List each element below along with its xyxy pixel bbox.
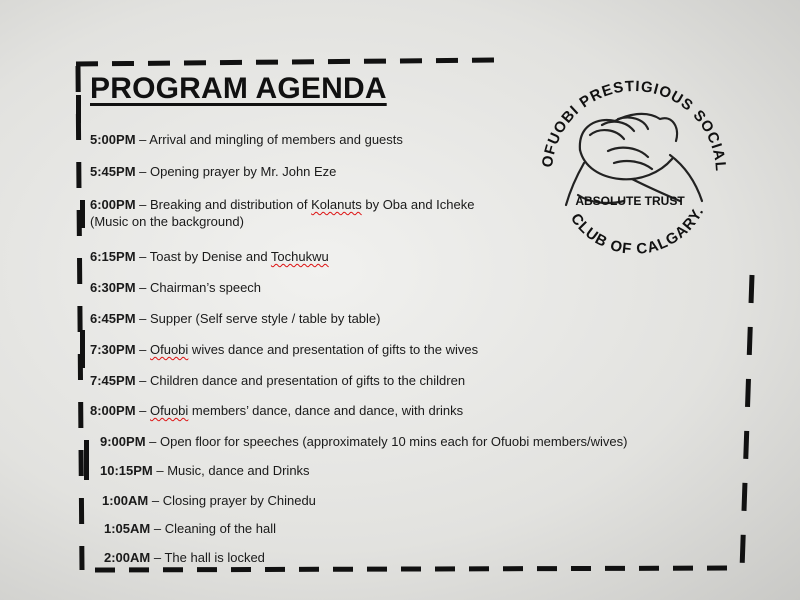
agenda-item bbox=[104, 520, 744, 537]
agenda-time: 7:45PM bbox=[90, 373, 136, 388]
agenda-text: wives dance and presentation of gifts to the wives bbox=[188, 342, 479, 357]
agenda-item bbox=[90, 248, 730, 265]
agenda-time: 8:00PM bbox=[90, 403, 136, 418]
agenda-text: – Closing prayer by Chinedu bbox=[148, 493, 316, 508]
agenda-item bbox=[100, 462, 740, 479]
agenda-text-line2: (Music on the background) bbox=[90, 214, 244, 229]
agenda-text: – Cleaning of the hall bbox=[150, 521, 277, 536]
agenda-item bbox=[90, 279, 730, 296]
agenda-time: 6:15PM bbox=[90, 249, 136, 264]
agenda-time: 6:30PM bbox=[90, 280, 136, 295]
agenda-text: members’ dance, dance and dance, with drinks bbox=[188, 403, 464, 418]
agenda-spellflag-word: Ofuobi bbox=[150, 403, 189, 418]
agenda-item bbox=[90, 310, 730, 327]
agenda-time: 7:30PM bbox=[90, 342, 136, 357]
agenda-text: – Breaking and distribution of bbox=[135, 197, 312, 212]
agenda-text: by Oba and Icheke bbox=[361, 197, 475, 212]
agenda-item bbox=[90, 372, 730, 389]
agenda-item bbox=[90, 402, 730, 419]
agenda-item bbox=[90, 341, 730, 358]
agenda-text: – Toast by Denise and bbox=[135, 249, 271, 264]
agenda-text: – Music, dance and Drinks bbox=[152, 463, 310, 478]
agenda-time: 6:00PM bbox=[90, 197, 136, 212]
agenda-text: – The hall is locked bbox=[150, 550, 265, 565]
agenda-time: 1:05AM bbox=[104, 521, 151, 536]
logo-arc-top: OFUOBI PRESTIGIOUS SOCIAL bbox=[539, 77, 730, 173]
agenda-spellflag-word: Tochukwu bbox=[270, 249, 329, 264]
agenda-item bbox=[90, 163, 730, 180]
agenda-spellflag-word: Ofuobi bbox=[150, 342, 189, 357]
agenda-time: 1:00AM bbox=[102, 493, 149, 508]
page-title: PROGRAM AGENDA bbox=[90, 72, 387, 105]
logo-motto: ABSOLUTE TRUST bbox=[575, 194, 685, 208]
agenda-text: – Open floor for speeches (approximately 10 mins each for Ofuobi members/wives) bbox=[145, 434, 628, 449]
agenda-item bbox=[102, 492, 742, 509]
logo-arc-bottom: CLUB OF CALGARY. bbox=[567, 203, 708, 258]
agenda-time: 5:45PM bbox=[90, 164, 136, 179]
agenda-text: – Arrival and mingling of members and guests bbox=[135, 132, 403, 147]
agenda-time: 10:15PM bbox=[100, 463, 153, 478]
agenda-spellflag-word: Kolanuts bbox=[311, 197, 362, 212]
agenda-text: – bbox=[135, 342, 150, 357]
agenda-text: – Chairman’s speech bbox=[135, 280, 262, 295]
agenda-item bbox=[104, 549, 744, 566]
agenda-time: 5:00PM bbox=[90, 132, 136, 147]
agenda-item bbox=[90, 196, 730, 230]
agenda-time: 6:45PM bbox=[90, 311, 136, 326]
agenda-text: – Supper (Self serve style / table by table) bbox=[135, 311, 381, 326]
agenda-text: – Opening prayer by Mr. John Eze bbox=[135, 164, 337, 179]
agenda-text: – Children dance and presentation of gifts to the children bbox=[135, 373, 466, 388]
agenda-item bbox=[100, 433, 740, 450]
agenda-time: 2:00AM bbox=[104, 550, 151, 565]
agenda-text: – bbox=[135, 403, 150, 418]
agenda-time: 9:00PM bbox=[100, 434, 146, 449]
agenda-item bbox=[90, 131, 730, 148]
